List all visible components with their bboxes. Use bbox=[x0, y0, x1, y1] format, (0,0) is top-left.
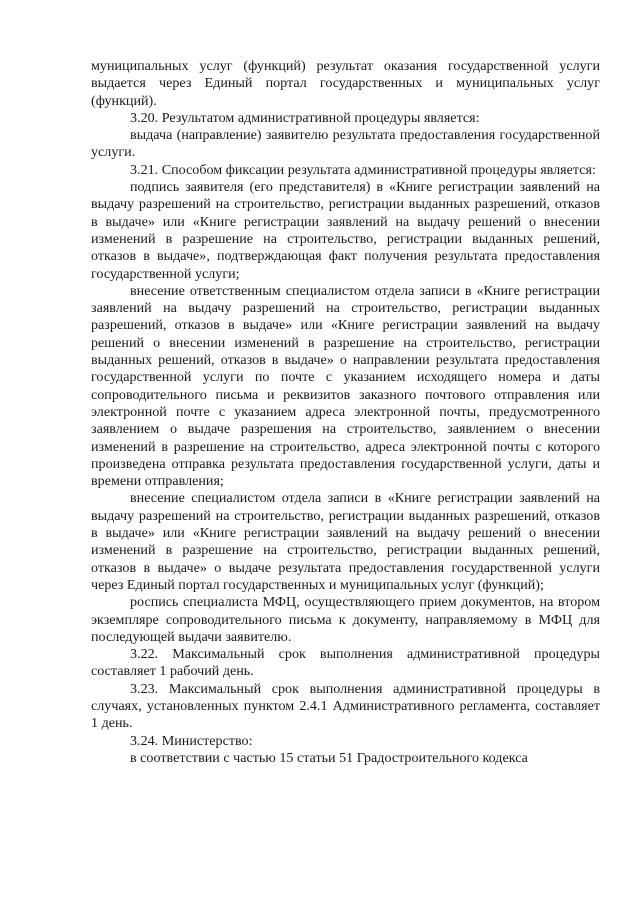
paragraph-3-21: 3.21. Способом фиксации результата административной процедуры является: bbox=[130, 161, 596, 178]
paragraph-postal-record: внесение ответственным специалистом отдела записи в «Книге регистрации заявлений на выдачу разрешений на строительство, регистрации выданных разрешений, отказов в выдаче» или «Книге регистрации заявлений на выдачу решений о внесении изменений в разрешение на строительство, регистрации выданных решений, отказов в выдаче» о направлении результата предоставления государственной услуги по почте с указанием исходящего номера и даты сопроводительного письма и реквизитов заказного почтового отправления или электронной почте с указанием адреса электронной почты, предусмотренного заявлением о выдаче разрешения на строительство, заявлением о внесении изменений в разрешение на строительство, адреса электронной почты с которого произведена отправка результата предоставления государственной услуги, даты и времени отправления; bbox=[91, 282, 600, 490]
paragraph-3-24: 3.24. Министерство: bbox=[130, 732, 253, 749]
paragraph-result-delivery: выдача (направление) заявителю результата предоставления государственной услуги. bbox=[91, 127, 600, 161]
paragraph-3-22: 3.22. Максимальный срок выполнения административной процедуры составляет 1 рабочий день. bbox=[91, 646, 600, 680]
paragraph-portal-record: внесение специалистом отдела записи в «Книге регистрации заявлений на выдачу разрешений на строительство, регистрации выданных разрешений, отказов в выдаче» или «Книге регистрации заявлений на выдачу решений о внесении изменений в разрешение на строительство, регистрации выданных решений, отказов в выдаче» о выдаче результата предоставления государственной услуги через Единый портал государственных и муниципальных услуг (функций); bbox=[91, 490, 600, 593]
paragraph-applicant-signature: подпись заявителя (его представителя) в «Книге регистрации заявлений на выдачу разрешений на строительство, регистрации выданных разрешений, отказов в выдаче» или «Книге регистрации заявлений на выдачу решений о внесении изменений в разрешение на строительство, регистрации выданных решений, отказов в выдаче», подтверждающая факт получения результата предоставления государственной услуги; bbox=[91, 179, 600, 282]
paragraph-3-20: 3.20. Результатом административной процедуры является: bbox=[130, 109, 480, 126]
paragraph-continuation: муниципальных услуг (функций) результат оказания государственной услуги выдается через Единый портал государственных и муниципальных услуг (функций). bbox=[91, 58, 600, 109]
paragraph-3-23: 3.23. Максимальный срок выполнения административной процедуры в случаях, установленных пунктом 2.4.1 Административного регламента, составляет 1 день. bbox=[91, 680, 600, 732]
paragraph-code-reference: в соответствии с частью 15 статьи 51 Градостроительного кодекса bbox=[130, 749, 528, 766]
paragraph-mfc-signature: роспись специалиста МФЦ, осуществляющего прием документов, на втором экземпляре сопроводительного письма к документу, направляемому в МФЦ для последующей выдачи заявителю. bbox=[91, 594, 600, 645]
